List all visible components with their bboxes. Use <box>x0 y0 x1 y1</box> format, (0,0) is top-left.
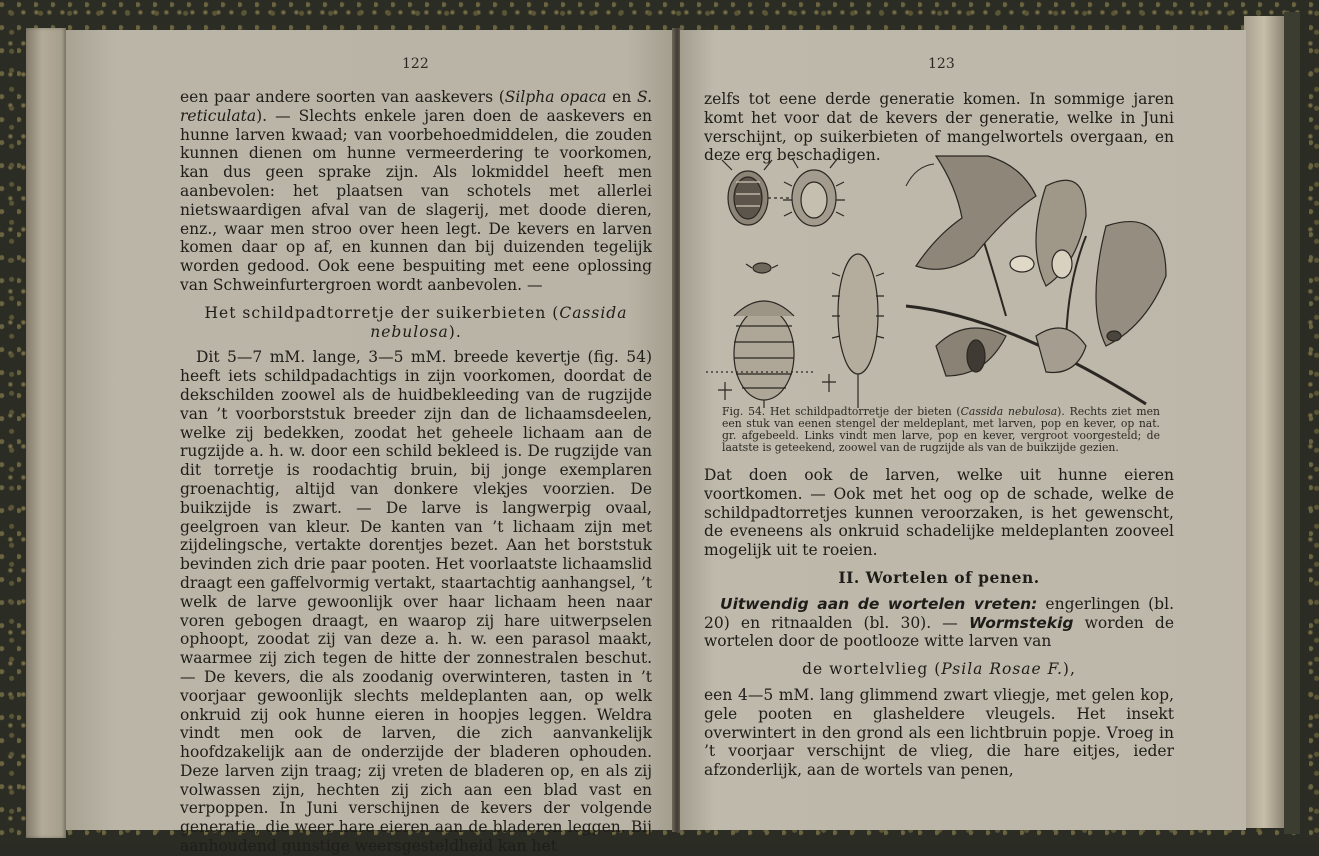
heading-text: Het schildpadtorretje der suikerbieten ( <box>204 303 560 322</box>
text-span: worden de wortelen door de pootlooze witte larven van <box>704 613 1174 651</box>
lead-phrase: Uitwendig aan de wortelen vreten: <box>720 594 1038 613</box>
paragraph: een 4—5 mM. lang glimmend zwart vliegje, met gelen kop, gele pooten en glasheldere vleugels. Het insekt overwintert in den grond als een lichtbruin popje. Vroeg in ’t voorjaar verschijnt de vlieg, die hare eitjes, ieder afzonderlijk, aan de wortels van penen, <box>704 685 1174 780</box>
left-page-body <box>180 88 652 856</box>
section-title: II. Wortelen of penen. <box>838 567 1040 587</box>
beetle-dorsal-drawing <box>722 160 772 225</box>
left-page <box>66 30 676 856</box>
caption-text: Fig. 54. Het schildpadtorretje der bieten ( <box>722 405 961 418</box>
text-span: een paar andere soorten van aaskevers ( <box>180 88 505 106</box>
right-page <box>680 30 1246 830</box>
page-stack-right <box>1244 16 1284 828</box>
paragraph: Dit 5—7 mM. lange, 3—5 mM. breede kevertje (fig. 54) heeft iets schildpadachtigs in zijn voorkomen, doordat de dekschilden zoowel als de huidbekleeding van de rugzijde van ’t voorborststuk breeder zijn dan de lichaamsdeelen, welke zij bedekken, zoodat het geheele lichaam aan de rugzijde a. h. w. door een schild bekleed is. De rugzijde van dit torretje is roodachtig bruin, bij jonge exemplaren groenachtig, altijd van donkere vlekjes voorzien. De buikzijde is zwart. — De larve is langwerpig ovaal, geelgroen van kleur. De kanten van ’t lichaam zijn met zijdelingsche, vertakte dorentjes bezet. Aan het borststuk bevinden zich drie paar pooten. Het voorlaatste lichaamslid draagt een gaffelvormig vertakt, staartachtig aanhangsel, ’t welk de larve gewoonlijk over haar lichaam heen naar voren gebogen draagt, en waarop zij hare uitwerpselen ophoopt, zoodat zij van deze a. h. w. een parasol maakt, waarmee zij zich tegen de hitte der zonnestralen beschut. — De kevers, die als zoodanig overwinteren, tasten in ’t voorjaar gewoonlijk slechts meldeplanten aan, op welk onkruid zij ook hunne eieren in hoopjes leggen. Weldra vindt men ook de larven, die zich aanvankelijk hoofdzakelijk aan de onderzijde der bladeren ophouden. Deze larven zijn traag; zij vreten de bladeren op, en als zij volwassen zijn, hechten zij zich aan een blad vast en verpoppen. In Juni verschijnen de kevers der volgende generatie, die weer hare eieren aan de bladeren leggen. Bij aanhoudend gunstige weersgesteldheid kan het <box>180 348 652 856</box>
scientific-name: Silpha opaca <box>504 88 607 106</box>
larva-enlarged-drawing <box>734 301 794 408</box>
paragraph: zelfs tot eene derde generatie komen. In sommige jaren komt het voor dat de kevers der generatie, welke in Juni verschijnt, op suikerbieten of mangelwortels overgaan, en deze erg beschadigen. <box>704 90 1174 165</box>
text-span: en <box>606 88 637 106</box>
lead-phrase: Wormstekig <box>968 613 1074 632</box>
right-page-body <box>704 466 1174 780</box>
section-heading <box>180 304 652 342</box>
cover-edge-right <box>1284 12 1300 834</box>
text-span: engerlingen (bl. 20) en ritnaalden (bl. 30). — <box>704 594 1174 632</box>
paragraph <box>180 88 652 295</box>
paragraph: Dat doen ook de larven, welke uit hunne eieren voortkomen. — Ook met het oog op de schade, welke de schildpadtorretjes kunnen veroorzaken, is het gewenscht, de eveneens als onkruid schadelijke meldeplanten zooveel mogelijk uit te roeien. <box>704 466 1174 560</box>
plant-drawing <box>906 156 1166 404</box>
figure-54-illustration <box>706 146 1176 408</box>
scientific-name: Psila Rosae F. <box>941 660 1063 679</box>
heading-text: ), <box>1062 660 1076 679</box>
scientific-name: Cassida nebulosa <box>370 303 628 341</box>
heading-text: de wortelvlieg ( <box>802 660 942 679</box>
species-line <box>704 660 1174 679</box>
text-span: ). — Slechts enkele jaren doen de aaskevers en hunne larven kwaad; van voorbehoedmiddelen, die zouden kunnen dienen om hunne vermeerdering te voorkomen, kan dus geen sprake zijn. Als lokmiddel heeft men aanbevolen: het plaatsen van schotels met allerlei nietswaardigen afval van de slagerij, met doode dieren, enz., waar men stroo over heen legt. De kevers en larven komen daar op af, en kunnen dan bij duizenden tegelijk worden gedood. Ook eene bespuiting met eene oplossing van Schweinfurtergroen wordt aanbevolen. — <box>180 106 652 294</box>
figure-caption <box>722 406 1160 454</box>
heading-text: ). <box>448 322 462 341</box>
scientific-name: S. reticulata <box>180 88 652 125</box>
page-number: 123 <box>928 56 955 72</box>
scientific-name: Cassida nebulosa <box>960 405 1058 418</box>
paragraph <box>704 595 1174 651</box>
caption-text: ). Rechts ziet men een stuk van eenen stengel der meldeplant, met larven, pop en kever, op nat. gr. afgebeeld. Links vindt men larve, pop en kever, vergroot voorgesteld; de laatste is geteekend, zoowel van de rugzijde als van de buikzijde gezien. <box>722 405 1161 454</box>
pupa-drawing <box>832 254 884 408</box>
beetle-ventral-drawing <box>783 158 845 226</box>
page-number: 122 <box>402 56 429 72</box>
page-stack-left <box>26 28 66 838</box>
